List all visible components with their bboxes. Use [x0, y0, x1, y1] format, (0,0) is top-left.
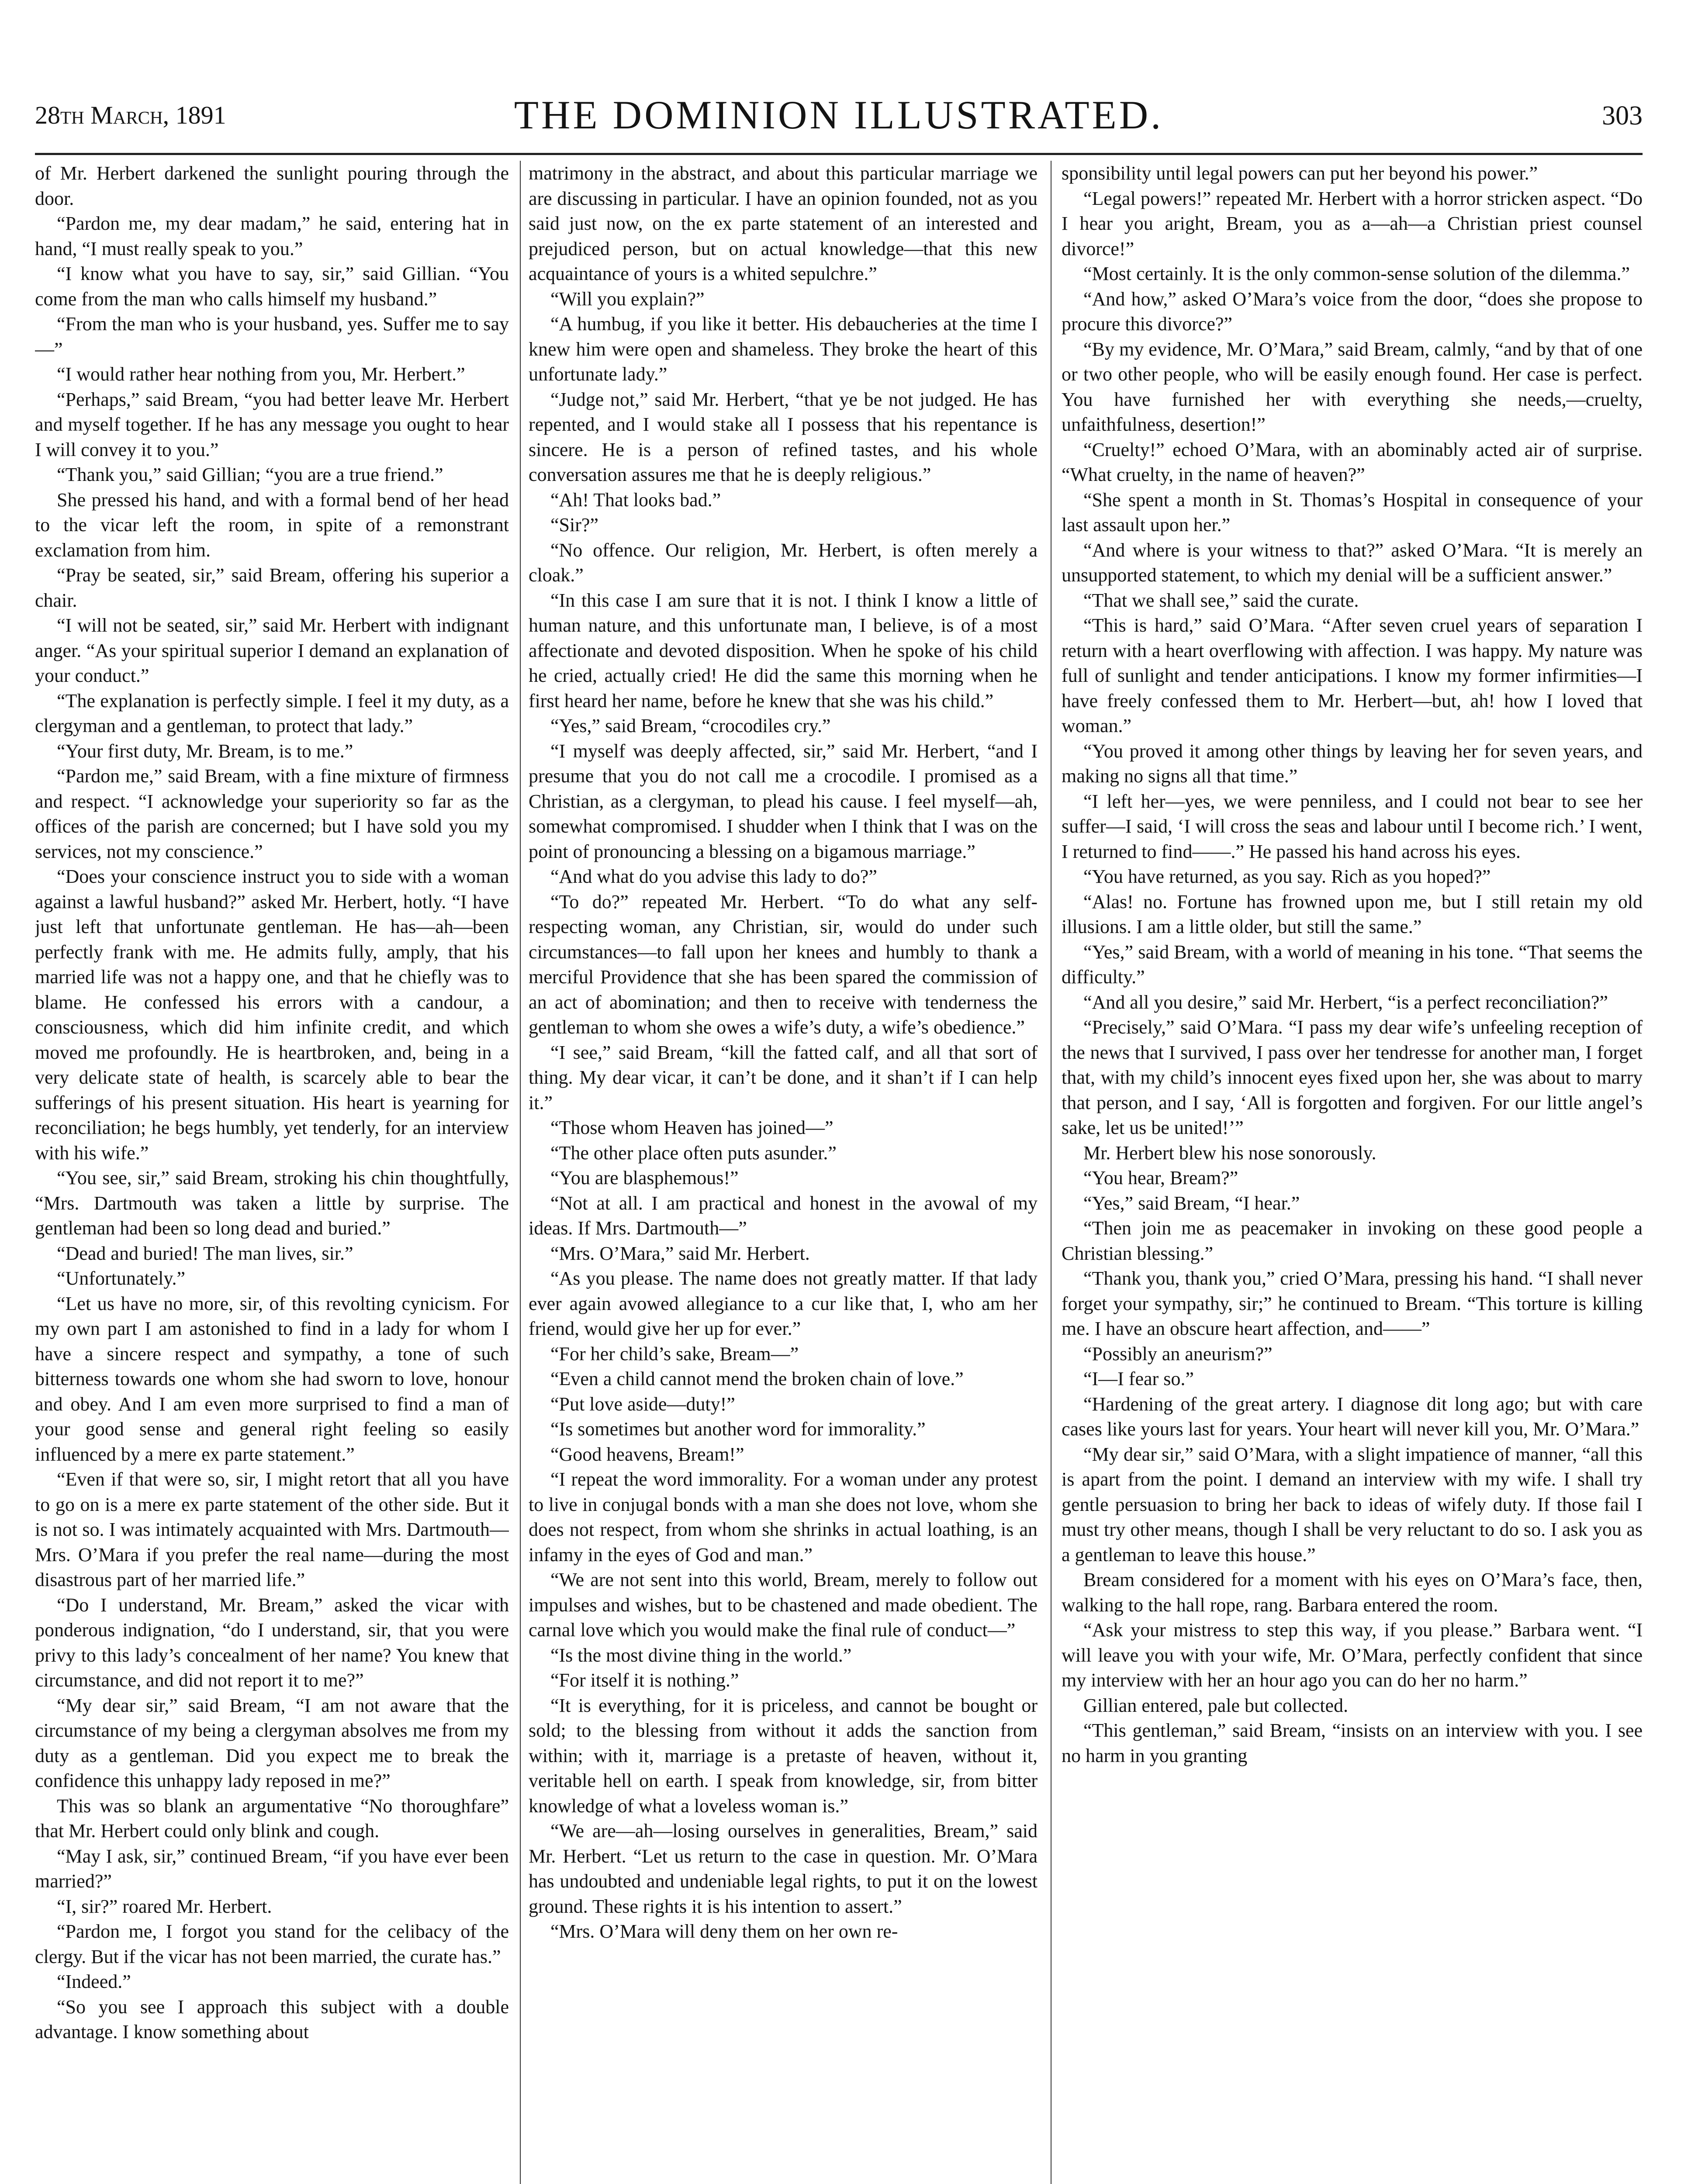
paragraph: “I, sir?” roared Mr. Herbert.: [57, 1895, 272, 1917]
paragraph: “Mrs. O’Mara,” said Mr. Herbert.: [550, 1242, 810, 1264]
paragraph: “No offence. Our religion, Mr. Herbert, is often merely a cloak.”: [529, 539, 1038, 586]
paragraph: “Does your conscience instruct you to side with a woman against a lawful husband?” asked Mr. Herbert, hotly. “I have just left that unfortunate gentleman. He has—ah—been perfectly frank with me. He admits fully, amply, that his married life was not a happy one, and that he chiefly was to blame. He confessed his errors with a candour, a consciousness, which did him infinite credit, and which moved me profoundly. He is heartbroken, and, being in a very delicate state of health, is scarcely able to bear the sufferings of his present situation. His heart is yearning for reconciliation; he begs humbly, yet tenderly, for an interview with his wife.”: [35, 866, 509, 1164]
paragraph: “To do?” repeated Mr. Herbert. “To do what any self-respecting woman, any Christian, sir, would do under such circumstances—to fall upon her knees and humbly to thank a merciful Providence that she has been spared the commission of an act of abomination; and then to receive with tenderness the gentleman to whom she owes a wife’s duty, a wife’s obedience.”: [529, 891, 1038, 1038]
paragraph: “Even if that were so, sir, I might retort that all you have to go on is a mere ex parte statement of the other side. But it is not so. I was intimately acquainted with Mrs. Dartmouth—Mrs. O’Mara if you prefer the real name—during the most disastrous part of her married life.”: [35, 1469, 509, 1590]
paragraph: “I know what you have to say, sir,” said Gillian. “You come from the man who calls himself my husband.”: [35, 263, 509, 310]
paragraph: “For her child’s sake, Bream—”: [550, 1343, 799, 1365]
paragraph: “Put love aside—duty!”: [550, 1393, 735, 1415]
paragraph: “Even a child cannot mend the broken chain of love.”: [550, 1368, 964, 1389]
text-column-1: [35, 161, 509, 2184]
paragraph: “So you see I approach this subject with a double advantage. I know something about: [35, 1996, 509, 2042]
paragraph: “The explanation is perfectly simple. I feel it my duty, as a clergyman and a gentleman, to protect that lady.”: [35, 690, 509, 736]
paragraph: sponsibility until legal powers can put her beyond his power.”: [1062, 162, 1538, 184]
paragraph: “You hear, Bream?”: [1083, 1167, 1238, 1189]
paragraph: “Dead and buried! The man lives, sir.”: [57, 1242, 353, 1264]
paragraph: “My dear sir,” said Bream, “I am not aware that the circumstance of my being a clergyman absolves me from my duty as a gentleman. Did you expect me to break the confidence this unhappy lady reposed in me?”: [35, 1694, 509, 1791]
paragraph: “A humbug, if you like it better. His debaucheries at the time I knew him were open and shameless. They broke the heart of this unfortunate lady.”: [529, 313, 1038, 385]
paragraph: “Perhaps,” said Bream, “you had better leave Mr. Herbert and myself together. If he has any message you ought to hear I will convey it to you.”: [35, 388, 509, 460]
paragraph: She pressed his hand, and with a formal bend of her head to the vicar left the room, in spite of a remonstrant exclamation from him.: [35, 489, 509, 561]
paragraph: This was so blank an argumentative “No thoroughfare” that Mr. Herbert could only blink and cough.: [35, 1795, 509, 1842]
paragraph: “The other place often puts asunder.”: [550, 1142, 837, 1164]
text-column-2: [529, 161, 1038, 2184]
paragraph: “As you please. The name does not greatly matter. If that lady ever again avowed allegiance to a cur like that, I, who am her friend, would give her up for ever.”: [529, 1268, 1038, 1339]
paragraph: “Ask your mistress to step this way, if you please.” Barbara went. “I will leave you with your wife, Mr. O’Mara, perfectly confident that since my interview with her an hour ago you can do her no harm.”: [1062, 1619, 1643, 1691]
paragraph: “Is the most divine thing in the world.”: [550, 1644, 852, 1666]
paragraph: “Will you explain?”: [550, 288, 705, 310]
issue-date: 28th March, 1891: [35, 101, 226, 129]
paragraph: “My dear sir,” said O’Mara, with a slight impatience of manner, “all this is apart from the point. I demand an interview with my wife. I shall try gentle persuasion to bring her back to ideas of wifely duty. If those fail I must try other means, though I shall be very reluctant to do so. I ask you as a gentleman to leave this house.”: [1062, 1443, 1643, 1565]
paragraph: “You proved it among other things by leaving her for seven years, and making no signs all that time.”: [1062, 740, 1643, 787]
paragraph: “I would rather hear nothing from you, Mr. Herbert.”: [57, 363, 465, 385]
paragraph: “That we shall see,” said the curate.: [1083, 589, 1359, 611]
paragraph: “Alas! no. Fortune has frowned upon me, but I still retain my old illusions. I am a little older, but still the same.”: [1062, 891, 1643, 937]
paragraph: “I see,” said Bream, “kill the fatted calf, and all that sort of thing. My dear vicar, it can’t be done, and it shan’t if I can help it.”: [529, 1041, 1038, 1113]
paragraph: “Indeed.”: [57, 1971, 131, 1992]
paragraph: “And what do you advise this lady to do?”: [550, 866, 877, 887]
paragraph: “Unfortunately.”: [57, 1268, 186, 1289]
paragraph: “You are blasphemous!”: [550, 1167, 739, 1189]
paragraph: “Then join me as peacemaker in invoking on these good people a Christian blessing.”: [1062, 1217, 1643, 1264]
paragraph: “This gentleman,” said Bream, “insists on an interview with you. I see no harm in you granting: [1062, 1720, 1643, 1766]
paragraph: “Thank you, thank you,” cried O’Mara, pressing his hand. “I shall never forget your sympathy, sir;” he continued to Bream. “This torture is killing me. I have an obscure heart affection, and——”: [1062, 1268, 1643, 1339]
paragraph: “From the man who is your husband, yes. Suffer me to say—”: [35, 313, 509, 360]
paragraph: “We are—ah—losing ourselves in generalities, Bream,” said Mr. Herbert. “Let us return to the case in question. Mr. O’Mara has undoubted and undeniable legal rights, to put it on the lowest ground. These rights it is his intention to assert.”: [529, 1820, 1038, 1917]
paragraph: “By my evidence, Mr. O’Mara,” said Bream, calmly, “and by that of one or two other people, who will be easily enough found. Her case is perfect. You have furnished her with everything she needs,—cruelty, unfaithfulness, desertion!”: [1062, 338, 1643, 435]
column-divider: [520, 161, 521, 2184]
paragraph: “Your first duty, Mr. Bream, is to me.”: [57, 740, 353, 762]
paragraph: “And all you desire,” said Mr. Herbert, “is a perfect reconciliation?”: [1083, 991, 1608, 1013]
paragraph: “You have returned, as you say. Rich as you hoped?”: [1083, 866, 1491, 887]
paragraph: Bream considered for a moment with his eyes on O’Mara’s face, then, walking to the hall rope, rang. Barbara entered the room.: [1062, 1569, 1643, 1616]
paragraph: “Pardon me,” said Bream, with a fine mixture of firmness and respect. “I acknowledge your superiority so far as the offices of the parish are concerned; but I have sold you my services, not my conscience.”: [35, 765, 509, 862]
paragraph: Gillian entered, pale but collected.: [1083, 1694, 1348, 1716]
paragraph: “Is sometimes but another word for immorality.”: [550, 1418, 926, 1440]
paragraph: “Yes,” said Bream, with a world of meaning in his tone. “That seems the difficulty.”: [1062, 941, 1643, 988]
paragraph: “Let us have no more, sir, of this revolting cynicism. For my own part I am astonished to find in a lady for whom I have a sincere respect and sympathy, a tone of such bitterness towards one whom she had sworn to love, honour and obey. And I am even more surprised to find a man of your good sense and general right feeling so easily influenced by a mere ex parte statement.”: [35, 1292, 509, 1465]
paragraph: “This is hard,” said O’Mara. “After seven cruel years of separation I return with a heart overflowing with affection. I was happy. My nature was full of sunlight and tender anticipations. I know my former infirmities—I have freely confessed them to Mr. Herbert—but, ah! how I loved that woman.”: [1062, 615, 1643, 736]
paragraph: “Sir?”: [550, 514, 598, 536]
paragraph: “Do I understand, Mr. Bream,” asked the vicar with ponderous indignation, “do I understand, sir, that you were privy to this lady’s concealment of her name? You knew that circumstance, and did not report it to me?”: [35, 1594, 509, 1691]
page-header: [31, 74, 1647, 149]
paragraph: Mr. Herbert blew his nose sonorously.: [1083, 1142, 1377, 1164]
paragraph: “I myself was deeply affected, sir,” said Mr. Herbert, “and I presume that you do not call me a crocodile. I promised as a Christian, as a clergyman, to plead his cause. I feel myself—ah, somewhat compromised. I shudder when I think that I was on the point of pronouncing a blessing on a bigamous marriage.”: [529, 740, 1038, 862]
paragraph: “Those whom Heaven has joined—”: [550, 1117, 834, 1138]
paragraph: “Pray be seated, sir,” said Bream, offering his superior a chair.: [35, 564, 509, 611]
paragraph: “Cruelty!” echoed O’Mara, with an abominably acted air of surprise. “What cruelty, in the name of heaven?”: [1062, 439, 1643, 485]
text-column-3: [1062, 161, 1643, 2184]
paragraph: “Most certainly. It is the only common-sense solution of the dilemma.”: [1083, 263, 1630, 284]
paragraph: “Good heavens, Bream!”: [550, 1443, 744, 1465]
header-rule: [35, 153, 1643, 155]
paragraph: “For itself it is nothing.”: [550, 1669, 739, 1691]
paragraph: “In this case I am sure that it is not. I think I know a little of human nature, and this unfortunate man, I believe, is of a most affectionate and devoted disposition. When he spoke of his child he cried, actually cried! He did the same this morning when he first heard her name, before he knew that she was his child.”: [529, 589, 1038, 712]
paragraph: “Judge not,” said Mr. Herbert, “that ye be not judged. He has repented, and I would stake all I possess that his repentance is sincere. He is a person of refined tastes, and his whole conversation assures me that he is deeply religious.”: [529, 388, 1038, 485]
paragraph: of Mr. Herbert darkened the sunlight pouring through the door.: [35, 162, 509, 209]
paragraph: “Legal powers!” repeated Mr. Herbert with a horror stricken aspect. “Do I hear you aright, Bream, you as a—ah—a Christian priest counsel divorce!”: [1062, 187, 1643, 259]
paragraph: “Yes,” said Bream, “I hear.”: [1083, 1192, 1300, 1214]
paragraph: “I will not be seated, sir,” said Mr. Herbert with indignant anger. “As your spiritual superior I demand an explanation of your conduct.”: [35, 615, 509, 686]
paragraph: “I—I fear so.”: [1083, 1368, 1194, 1389]
paragraph: “It is everything, for it is priceless, and cannot be bought or sold; to the blessing from without it adds the sanction from within; with it, marriage is a pretaste of heaven, without it, veritable hell on earth. I speak from knowledge, sir, from bitter knowledge of what a loveless woman is.”: [529, 1694, 1038, 1817]
paragraph: “May I ask, sir,” continued Bream, “if you have ever been married?”: [35, 1845, 509, 1892]
paragraph: “We are not sent into this world, Bream, merely to follow out impulses and wishes, but to be chastened and made obedient. The carnal love which you would make the final rule of conduct—”: [529, 1569, 1038, 1641]
paragraph: “I repeat the word immorality. For a woman under any protest to live in conjugal bonds with a man she does not love, whom she does not respect, from whom she shrinks in actual loathing, is an infamy in the eyes of God and man.”: [529, 1469, 1038, 1565]
paragraph: “Yes,” said Bream, “crocodiles cry.”: [550, 715, 831, 736]
paragraph: “Not at all. I am practical and honest in the avowal of my ideas. If Mrs. Dartmouth—”: [529, 1192, 1038, 1239]
paragraph: “Precisely,” said O’Mara. “I pass my dear wife’s unfeeling reception of the news that I survived, I pass over her tendresse for another man, I forget that, with my child’s innocent eyes fixed upon her, she was about to marry that person, and I say, ‘All is forgotten and forgiven. For our little angel’s sake, let us be united!’”: [1062, 1016, 1643, 1138]
paragraph: “Ah! That looks bad.”: [550, 489, 721, 511]
paragraph: “Pardon me, I forgot you stand for the celibacy of the clergy. But if the vicar has not been married, the curate has.”: [35, 1921, 509, 1967]
paragraph: “You see, sir,” said Bream, stroking his chin thoughtfully, “Mrs. Dartmouth was taken a little by surprise. The gentleman had been so long dead and buried.”: [35, 1167, 509, 1239]
paragraph: “I left her—yes, we were penniless, and I could not bear to see her suffer—I said, ‘I will cross the seas and labour until I become rich.’ I went, I returned to find——.” He passed his hand across his eyes.: [1062, 790, 1643, 862]
paragraph: “Possibly an aneurism?”: [1083, 1343, 1273, 1365]
paragraph: “Hardening of the great artery. I diagnose dit long ago; but with care cases like yours last for years. Your heart will never kill you, Mr. O’Mara.”: [1062, 1393, 1643, 1440]
paragraph: “Thank you,” said Gillian; “you are a true friend.”: [57, 464, 443, 485]
newspaper-title: THE DOMINION ILLUSTRATED.: [514, 93, 1164, 137]
paragraph: “She spent a month in St. Thomas’s Hospital in consequence of your last assault upon her.”: [1062, 489, 1643, 536]
paragraph: “Pardon me, my dear madam,” he said, entering hat in hand, “I must really speak to you.”: [35, 213, 509, 259]
paragraph: “And where is your witness to that?” asked O’Mara. “It is merely an unsupported statement, to which my denial will be a sufficient answer.”: [1062, 539, 1643, 586]
paragraph: matrimony in the abstract, and about this particular marriage we are discussing in particular. I have an opinion founded, not as you said just now, on the ex parte statement of an interested and prejudiced person, but on actual knowledge—that this new acquaintance of yours is a whited sepulchre.”: [529, 162, 1038, 284]
paragraph: “Mrs. O’Mara will deny them on her own re-: [550, 1921, 898, 1942]
paragraph: “And how,” asked O’Mara’s voice from the door, “does she propose to procure this divorce?”: [1062, 288, 1643, 335]
page-number: 303: [1602, 101, 1643, 131]
